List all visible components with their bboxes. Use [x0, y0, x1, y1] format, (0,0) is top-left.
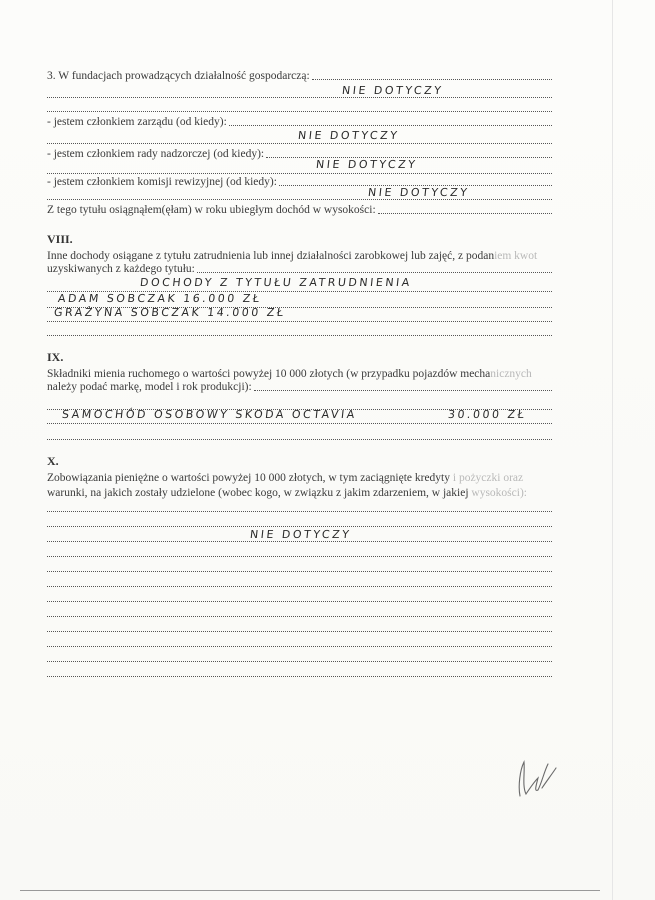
section9-text-line2: [47, 381, 552, 394]
section8-answer3: GRAŻYNA SOBCZAK 14.000 ZŁ: [53, 306, 287, 319]
answer-line: [47, 645, 552, 647]
section8-text-line1: [47, 250, 552, 263]
dotted-fill: [254, 390, 552, 391]
section10-text1-faded: i pożyczki oraz: [452, 472, 524, 484]
answer-line: [47, 320, 552, 322]
section9-text1-faded: nicznych: [490, 368, 532, 380]
section8-text1: Inne dochody osiągane z tytułu zatrudnienia lub innej działalności zarobkowej lub zajęć, z podan: [47, 250, 495, 262]
supervisory-label: - jestem członkiem rady nadzorczej (od kiedy):: [47, 148, 265, 160]
answer-line: [47, 675, 552, 677]
answer-line: [47, 142, 552, 144]
answer-line: [47, 660, 552, 662]
section8-answer1: DOCHODY Z TYTUŁU ZATRUDNIENIA: [139, 276, 413, 289]
section8-text-line2: [47, 263, 552, 276]
answer-line: [47, 570, 552, 572]
supervisory-answer: NIE DOTYCZY: [315, 158, 419, 171]
answer-line: [47, 615, 552, 617]
section3-audit-line: [47, 176, 552, 189]
answer-line: [47, 630, 552, 632]
section10-text-line1: [47, 472, 552, 485]
answer-line: [47, 110, 552, 112]
answer-line: [47, 600, 552, 602]
answer-line: [47, 438, 552, 440]
section3-board-line: [47, 116, 552, 129]
section10-answer1: NIE DOTYCZY: [249, 528, 353, 541]
section10-text-line2: [47, 487, 552, 500]
section9-answer1: SAMOCHÓD OSOBOWY SKODA OCTAVIA: [61, 408, 358, 421]
section3-answer1: NIE DOTYCZY: [341, 84, 445, 97]
section9-text-line1: [47, 368, 552, 381]
audit-label: - jestem członkiem komisji rewizyjnej (od kiedy):: [47, 176, 277, 188]
answer-line: [47, 172, 552, 174]
answer-line: [47, 555, 552, 557]
board-answer: NIE DOTYCZY: [297, 129, 401, 142]
section9-answer1-value: 30.000 ZŁ: [447, 408, 527, 421]
audit-answer: NIE DOTYCZY: [367, 186, 471, 199]
section10-text2-faded: wysokości):: [471, 487, 527, 499]
bottom-rule: [20, 890, 600, 891]
section3-question: 3. W fundacjach prowadzących działalność gospodarczą:: [47, 70, 310, 82]
section10-text1: Zobowiązania pieniężne o wartości powyżej 10 000 złotych, w tym zaciągnięte kredyty: [47, 472, 450, 484]
section8-text2: uzyskiwanych z każdego tytułu:: [47, 263, 195, 275]
section3-income-line: [47, 204, 552, 217]
section9-heading: IX.: [47, 350, 64, 364]
answer-line: [47, 422, 552, 424]
section8-heading: VIII.: [47, 232, 73, 246]
dotted-fill: [229, 125, 552, 126]
signature-scribble: [512, 752, 562, 802]
answer-line: [47, 334, 552, 336]
answer-line: [47, 96, 552, 98]
section9-text1: Składniki mienia ruchomego o wartości powyżej 10 000 złotych (w przypadku pojazdów mecha: [47, 368, 491, 380]
dotted-fill: [197, 272, 552, 273]
page-edge-shadow: [612, 0, 613, 900]
answer-line: [47, 585, 552, 587]
section10-text2: warunki, na jakich zostały udzielone (wobec kogo, w związku z jakim zdarzeniem, w jakiej: [47, 487, 469, 499]
section3-question-line: [47, 70, 552, 83]
section3-supervisory-line: [47, 148, 552, 161]
section9-text2: należy podać markę, model i rok produkcji):: [47, 381, 252, 393]
answer-line: [47, 510, 552, 512]
section10-heading: X.: [47, 454, 59, 468]
section8-text1-faded: iem kwot: [494, 250, 538, 262]
section8-answer2: ADAM SOBCZAK 16.000 ZŁ: [57, 292, 263, 305]
board-label: - jestem członkiem zarządu (od kiedy):: [47, 116, 227, 128]
dotted-fill: [378, 213, 552, 214]
answer-line: [47, 525, 552, 527]
answer-line: [47, 198, 552, 200]
answer-line: [47, 540, 552, 542]
income-label: Z tego tytułu osiągnąłem(ęłam) w roku ubiegłym dochód w wysokości:: [47, 204, 376, 216]
dotted-fill: [312, 79, 552, 80]
